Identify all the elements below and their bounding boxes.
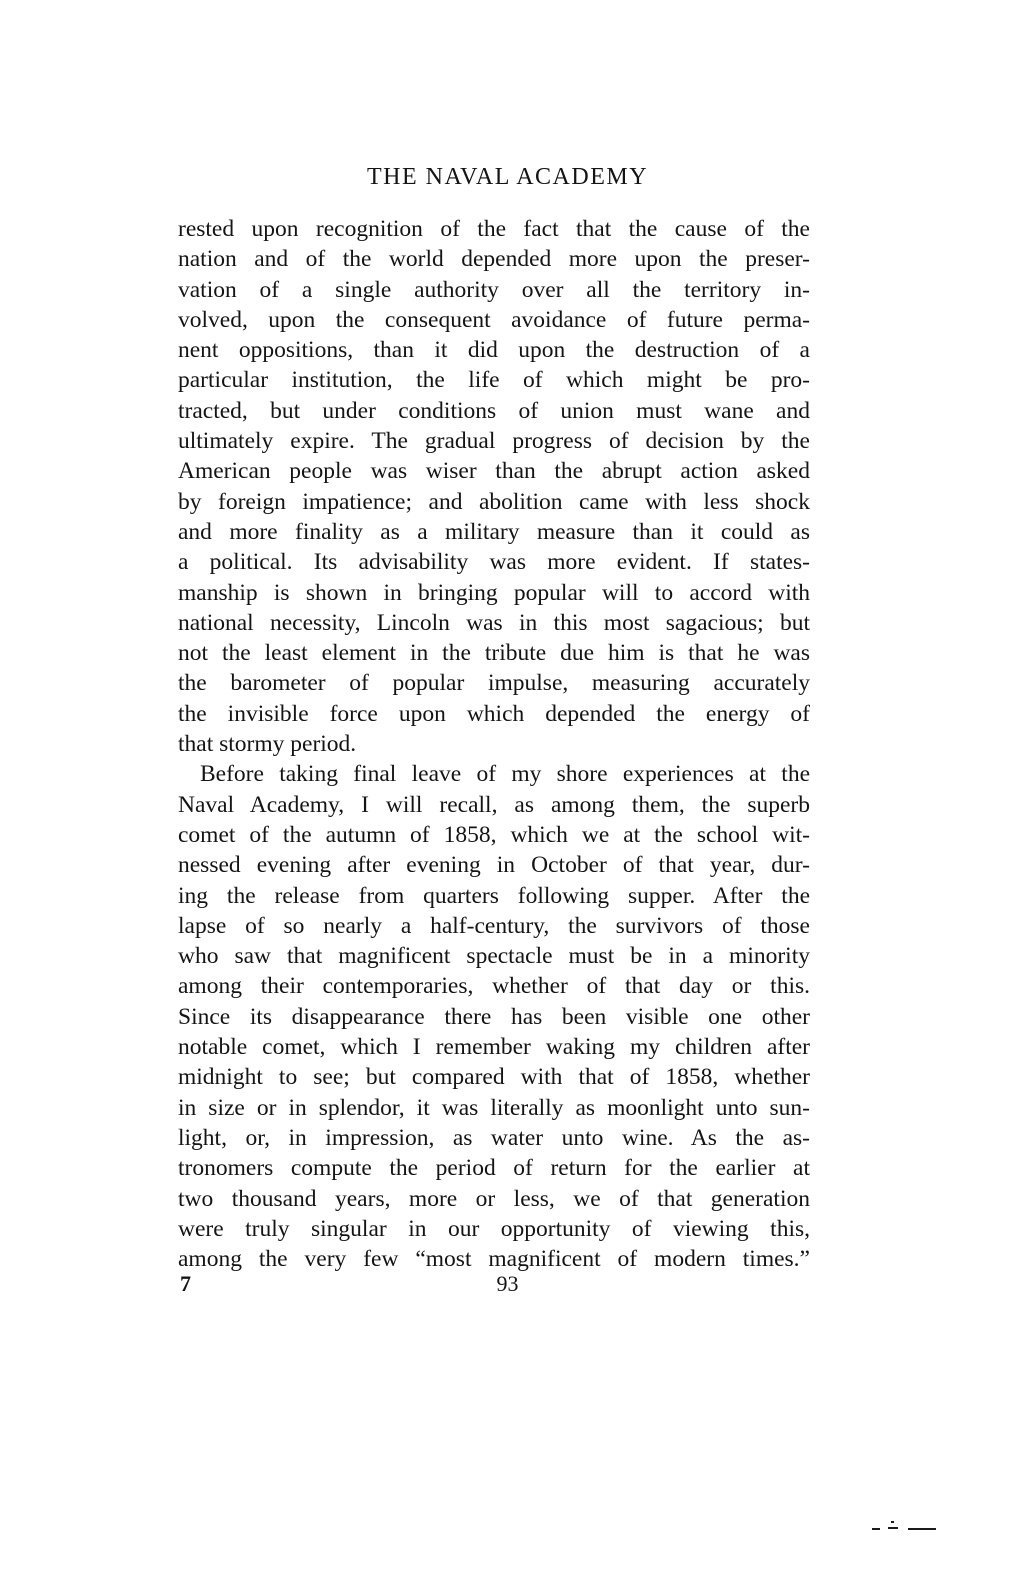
text-line: midnight to see; but compared with that of 1858, whether [178,1064,810,1091]
text-line: and more finality as a military measure than it could as [178,518,810,545]
text-line: were truly singular in our opportunity of viewing this, [178,1215,810,1242]
text-line: nation and of the world depended more upon the preser- [178,246,810,273]
text-line: tracted, but under conditions of union must wane and [178,397,810,424]
text-line: Since its disappearance there has been visible one other [178,1003,810,1030]
paragraph-2 [178,759,810,1274]
text-line: volved, upon the consequent avoidance of future perma- [178,306,810,333]
text-line: rested upon recognition of the fact that the cause of the [178,216,810,242]
page-footer [0,1269,1015,1299]
scan-artifact [872,1518,962,1538]
text-line: ultimately expire. The gradual progress of decision by the [178,428,810,455]
body-text [178,214,810,1274]
text-line: a political. Its advisability was more evident. If states- [178,549,810,576]
text-line: among the very few “most magnificent of modern times.” [178,1246,810,1273]
text-line: not the least element in the tribute due him is that he was [178,640,810,667]
text-line: comet of the autumn of 1858, which we at the school wit- [178,821,810,848]
signature-mark: 7 [180,1271,191,1296]
text-line: particular institution, the life of which might be pro- [178,367,810,394]
text-line: nent oppositions, than it did upon the destruction of a [178,337,810,364]
text-line: among their contemporaries, whether of that day or this. [178,973,810,1000]
text-line: by foreign impatience; and abolition came with less shock [178,488,810,515]
text-line: nessed evening after evening in October of that year, dur- [178,852,810,879]
text-line: American people was wiser than the abrupt action asked [178,458,810,485]
text-line: the barometer of popular impulse, measuring accurately [178,670,810,697]
text-line: Naval Academy, I will recall, as among them, the superb [178,791,810,818]
text-line: tronomers compute the period of return for the earlier at [178,1155,810,1182]
text-line: manship is shown in bringing popular will to accord with [178,579,810,606]
scan-mark-dot [891,1521,894,1523]
scan-mark-dash [888,1527,898,1529]
text-line: Before taking final leave of my shore experiences at the [200,761,810,788]
text-line: that stormy period. [178,731,357,758]
text-line: in size or in splendor, it was literally as moonlight unto sun- [178,1094,810,1121]
text-line: lapse of so nearly a half-century, the survivors of those [178,912,810,939]
paragraph-1 [178,214,810,759]
page-number: 93 [496,1271,519,1296]
scan-mark-line [908,1528,936,1530]
text-line: vation of a single authority over all the territory in- [178,276,810,303]
scan-mark-dash [872,1528,880,1530]
text-line: ing the release from quarters following supper. After the [178,882,810,909]
text-line: the invisible force upon which depended the energy of [178,700,810,727]
text-line: light, or, in impression, as water unto wine. As the as- [178,1124,810,1151]
text-line: national necessity, Lincoln was in this most sagacious; but [178,609,810,636]
text-line: two thousand years, more or less, we of that generation [178,1185,810,1212]
running-head: THE NAVAL ACADEMY [366,164,649,190]
text-line: who saw that magnificent spectacle must be in a minority [178,943,810,970]
text-line: notable comet, which I remember waking my children after [178,1034,810,1061]
